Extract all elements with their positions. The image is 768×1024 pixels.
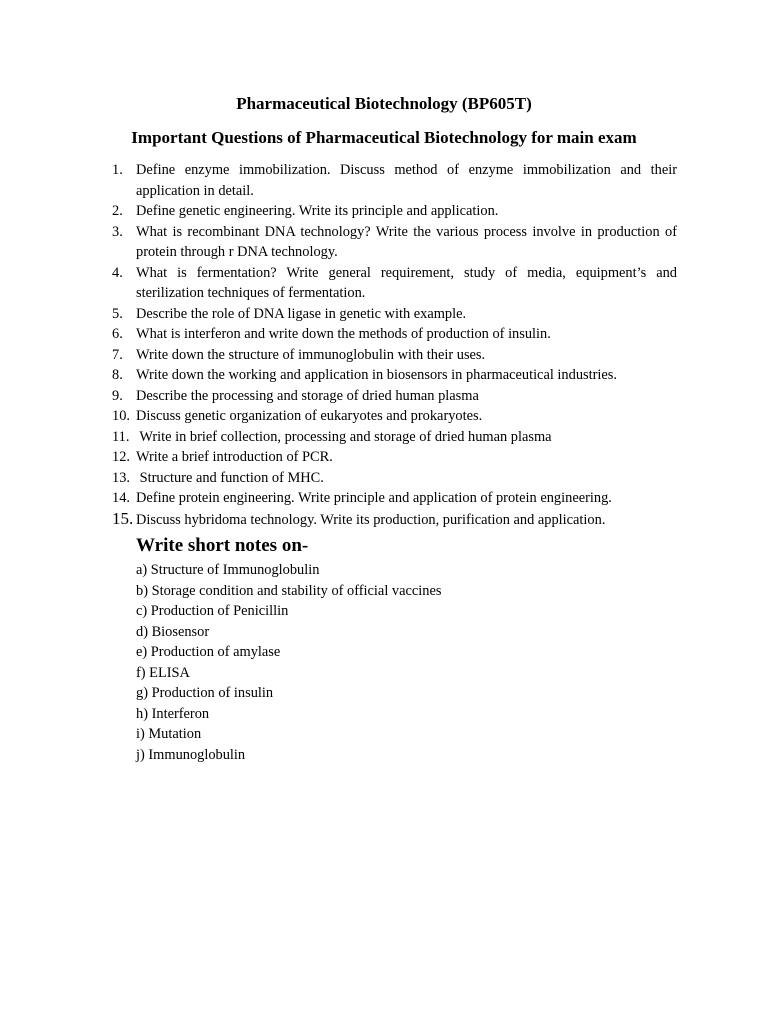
question-text: Structure and function of MHC. — [136, 469, 324, 486]
question-text: Define genetic engineering. Write its principle and application. — [136, 203, 499, 219]
question-number: 7. — [112, 346, 123, 363]
short-note-item: a) Structure of Immunoglobulin — [136, 562, 320, 578]
question-text: What is interferon and write down the methods of production of insulin. — [136, 326, 551, 342]
document-subtitle: Important Questions of Pharmaceutical Biotechnology for main exam — [131, 128, 637, 147]
question-item — [112, 427, 677, 448]
question-text: What is recombinant DNA technology? Write the various process involve in production of protein through r DNA technology. — [136, 223, 677, 260]
question-text: Describe the processing and storage of dried human plasma — [136, 387, 479, 404]
question-list — [112, 160, 677, 530]
question-text: Write down the structure of immunoglobulin with their uses. — [136, 346, 486, 363]
short-note-item: d) Biosensor — [136, 623, 210, 640]
question-number: 8. — [112, 367, 123, 383]
question-item — [112, 160, 677, 201]
short-note-item: g) Production of insulin — [136, 685, 274, 701]
question-item — [112, 406, 677, 427]
question-text: Write a brief introduction of PCR. — [136, 449, 333, 465]
question-text: Discuss hybridoma technology. Write its production, purification and application. — [136, 511, 606, 528]
question-number: 14. — [112, 490, 130, 506]
question-item — [112, 386, 677, 407]
question-number: 5. — [112, 305, 123, 322]
question-item — [112, 488, 677, 509]
short-notes-heading: Write short notes on- — [136, 535, 309, 556]
short-note-item: e) Production of amylase — [136, 644, 281, 660]
short-note-item: c) Production of Penicillin — [136, 603, 289, 619]
question-number: 6. — [112, 326, 123, 342]
short-note-item: b) Storage condition and stability of official vaccines — [136, 582, 442, 599]
question-number: 10. — [112, 408, 130, 424]
question-item — [112, 447, 677, 468]
question-item — [112, 324, 677, 345]
short-note-item: f) ELISA — [136, 664, 190, 681]
document-title: Pharmaceutical Biotechnology (BP605T) — [236, 94, 532, 113]
question-item — [112, 263, 677, 304]
question-number: 15. — [112, 508, 134, 528]
question-text: Write in brief collection, processing and storage of dried human plasma — [136, 428, 552, 445]
question-item — [112, 201, 677, 222]
question-number: 11. — [112, 428, 130, 445]
question-number: 3. — [112, 223, 123, 240]
question-number: 12. — [112, 449, 130, 465]
question-text: Define enzyme immobilization. Discuss method of enzyme immobilization and their application in detail. — [136, 162, 677, 199]
question-text: What is fermentation? Write general requirement, study of media, equipment’s and sterilization techniques of fermentation. — [136, 264, 677, 301]
question-item — [112, 509, 677, 531]
question-text: Describe the role of DNA ligase in genetic with example. — [136, 305, 467, 322]
short-note-item: i) Mutation — [136, 726, 202, 742]
question-item — [112, 304, 677, 325]
question-item — [112, 345, 677, 366]
question-number: 4. — [112, 264, 123, 281]
question-number: 1. — [112, 162, 123, 178]
short-note-item: h) Interferon — [136, 705, 210, 722]
short-note-item: j) Immunoglobulin — [136, 746, 246, 763]
question-text: Write down the working and application in biosensors in pharmaceutical industries. — [136, 367, 617, 383]
question-number: 13. — [112, 469, 130, 486]
question-item — [112, 365, 677, 386]
question-item — [112, 468, 677, 489]
question-number: 2. — [112, 203, 123, 219]
short-notes-list — [136, 560, 441, 765]
question-text: Discuss genetic organization of eukaryotes and prokaryotes. — [136, 408, 483, 424]
question-item — [112, 222, 677, 263]
question-text: Define protein engineering. Write principle and application of protein engineering. — [136, 490, 612, 506]
question-number: 9. — [112, 387, 123, 404]
